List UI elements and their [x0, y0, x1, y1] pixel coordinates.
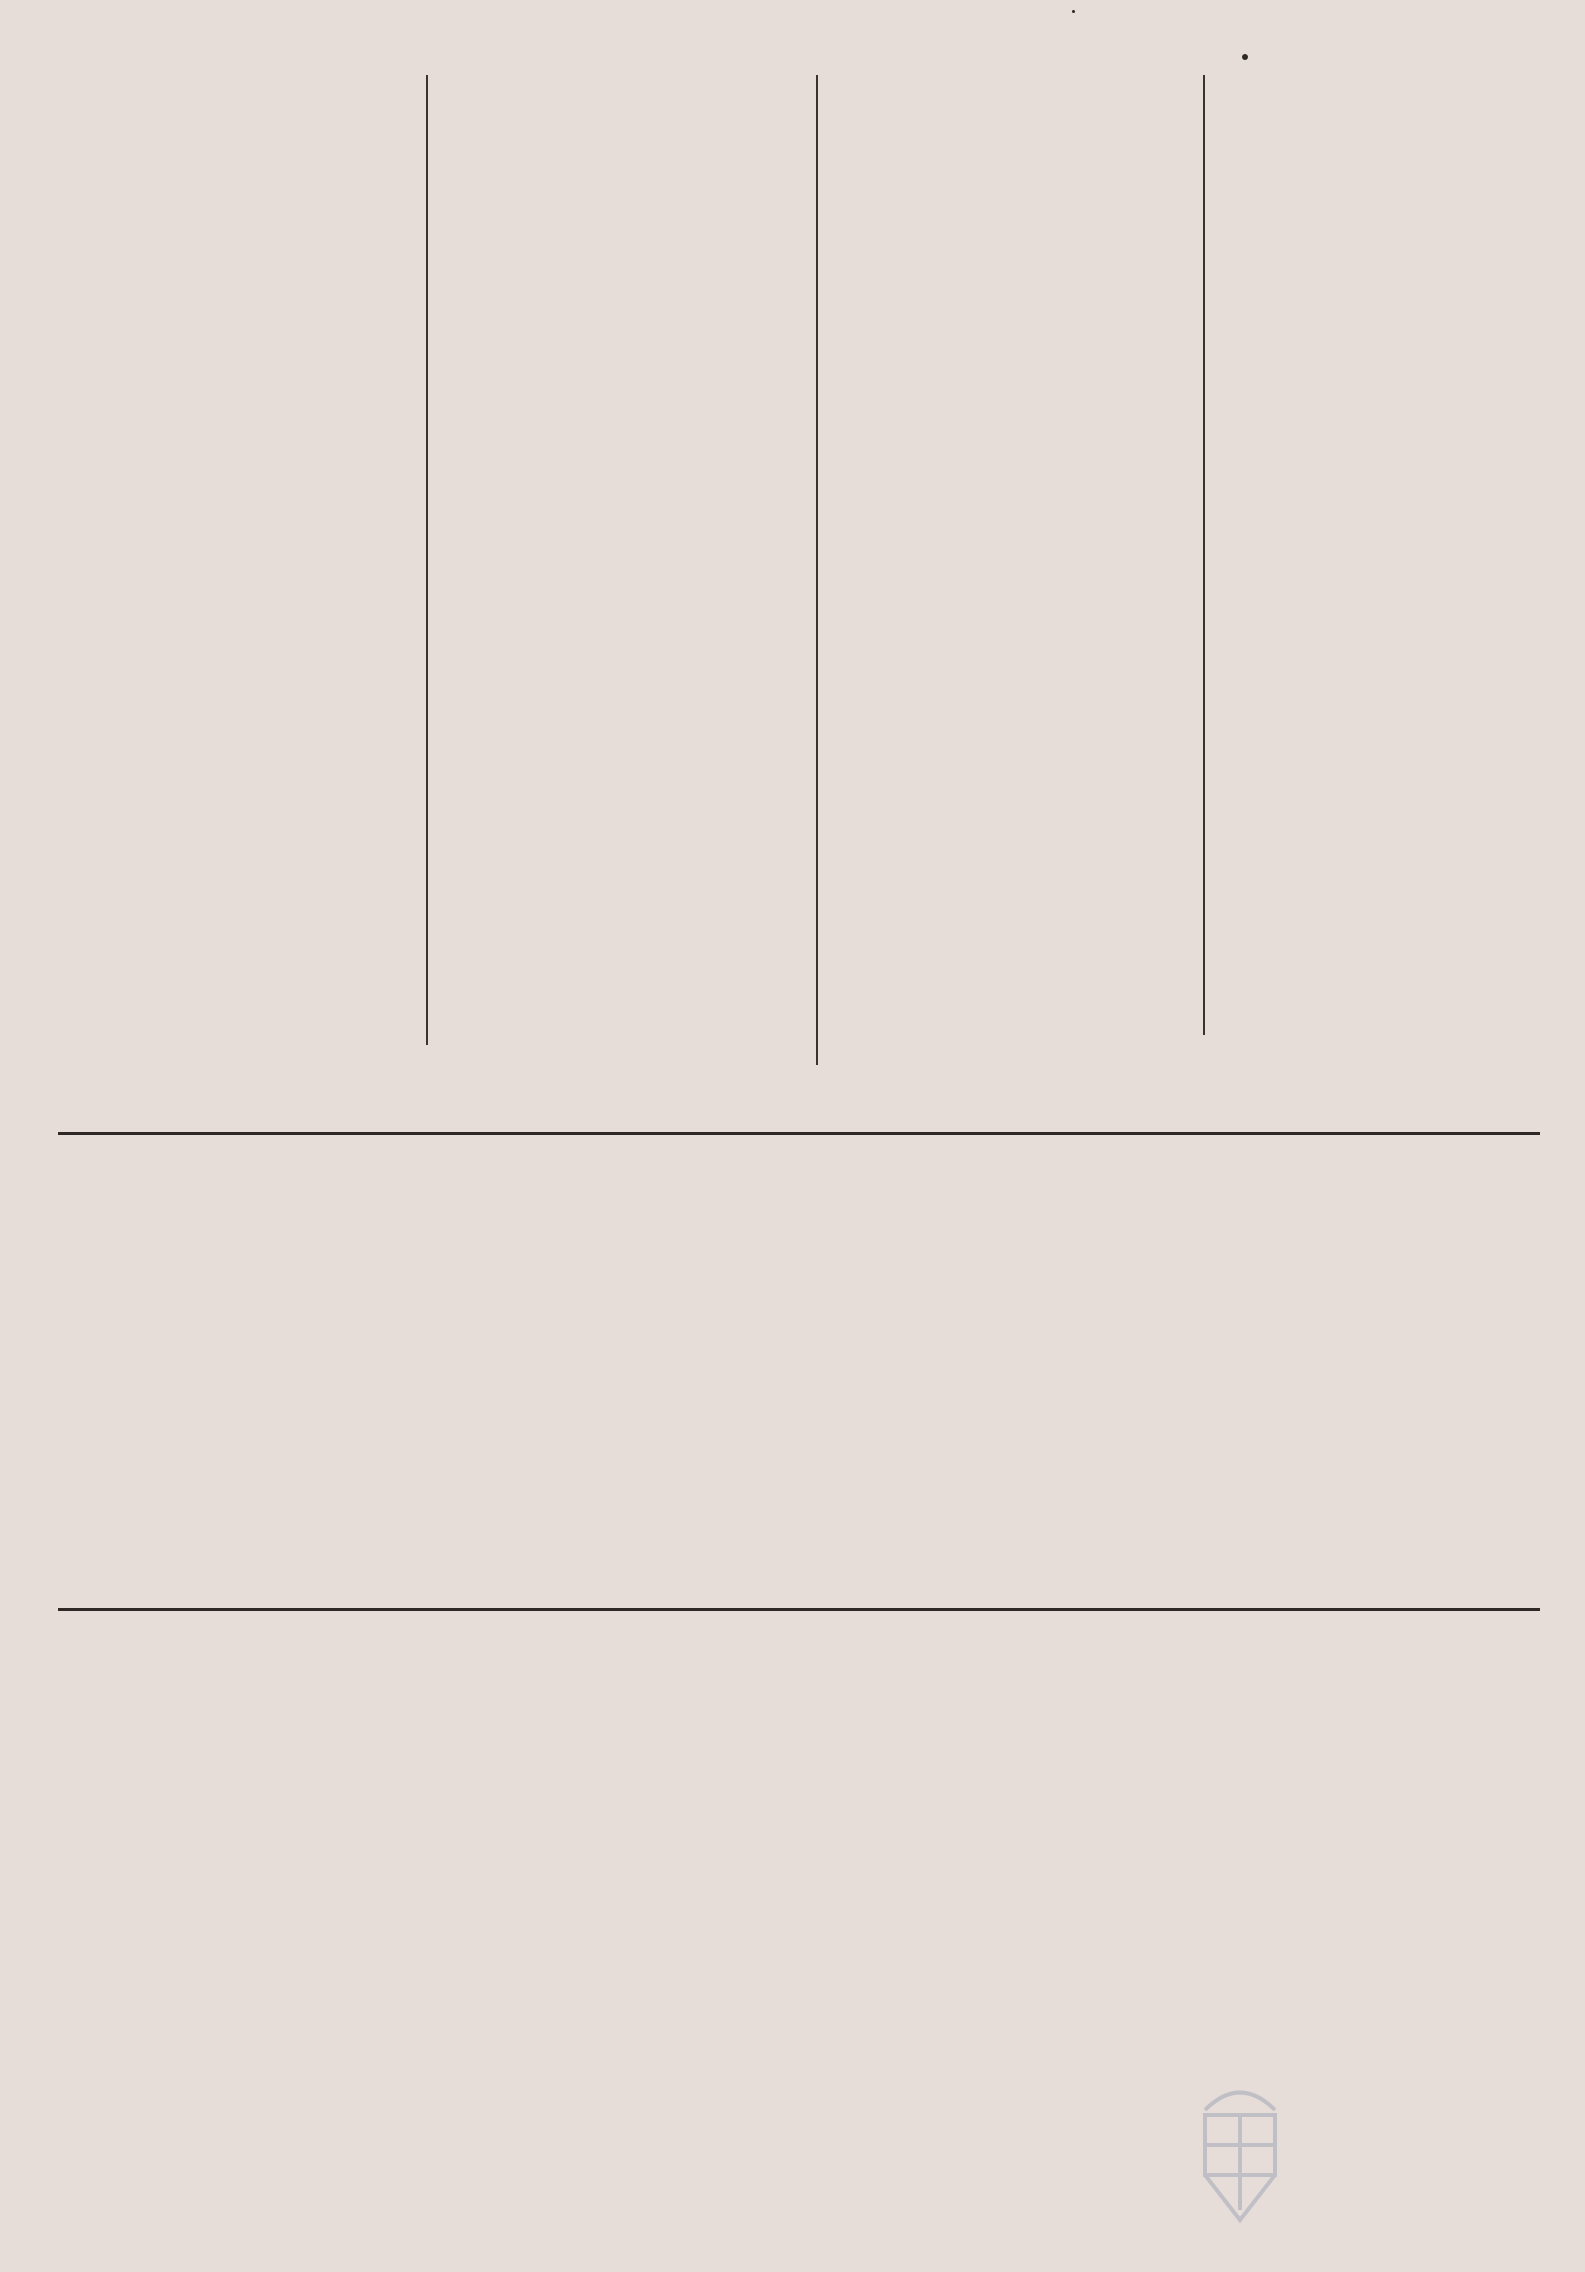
table-bottom-rule	[58, 1608, 1540, 1611]
column-divider	[816, 75, 818, 1065]
section-divider	[58, 1132, 1540, 1135]
library-stamp	[1185, 2070, 1515, 2260]
coat-of-arms-icon	[1185, 2070, 1295, 2240]
ink-speck	[1072, 10, 1075, 13]
column-divider	[426, 75, 428, 1045]
ink-speck	[1242, 54, 1248, 60]
column-divider	[1203, 75, 1205, 1035]
